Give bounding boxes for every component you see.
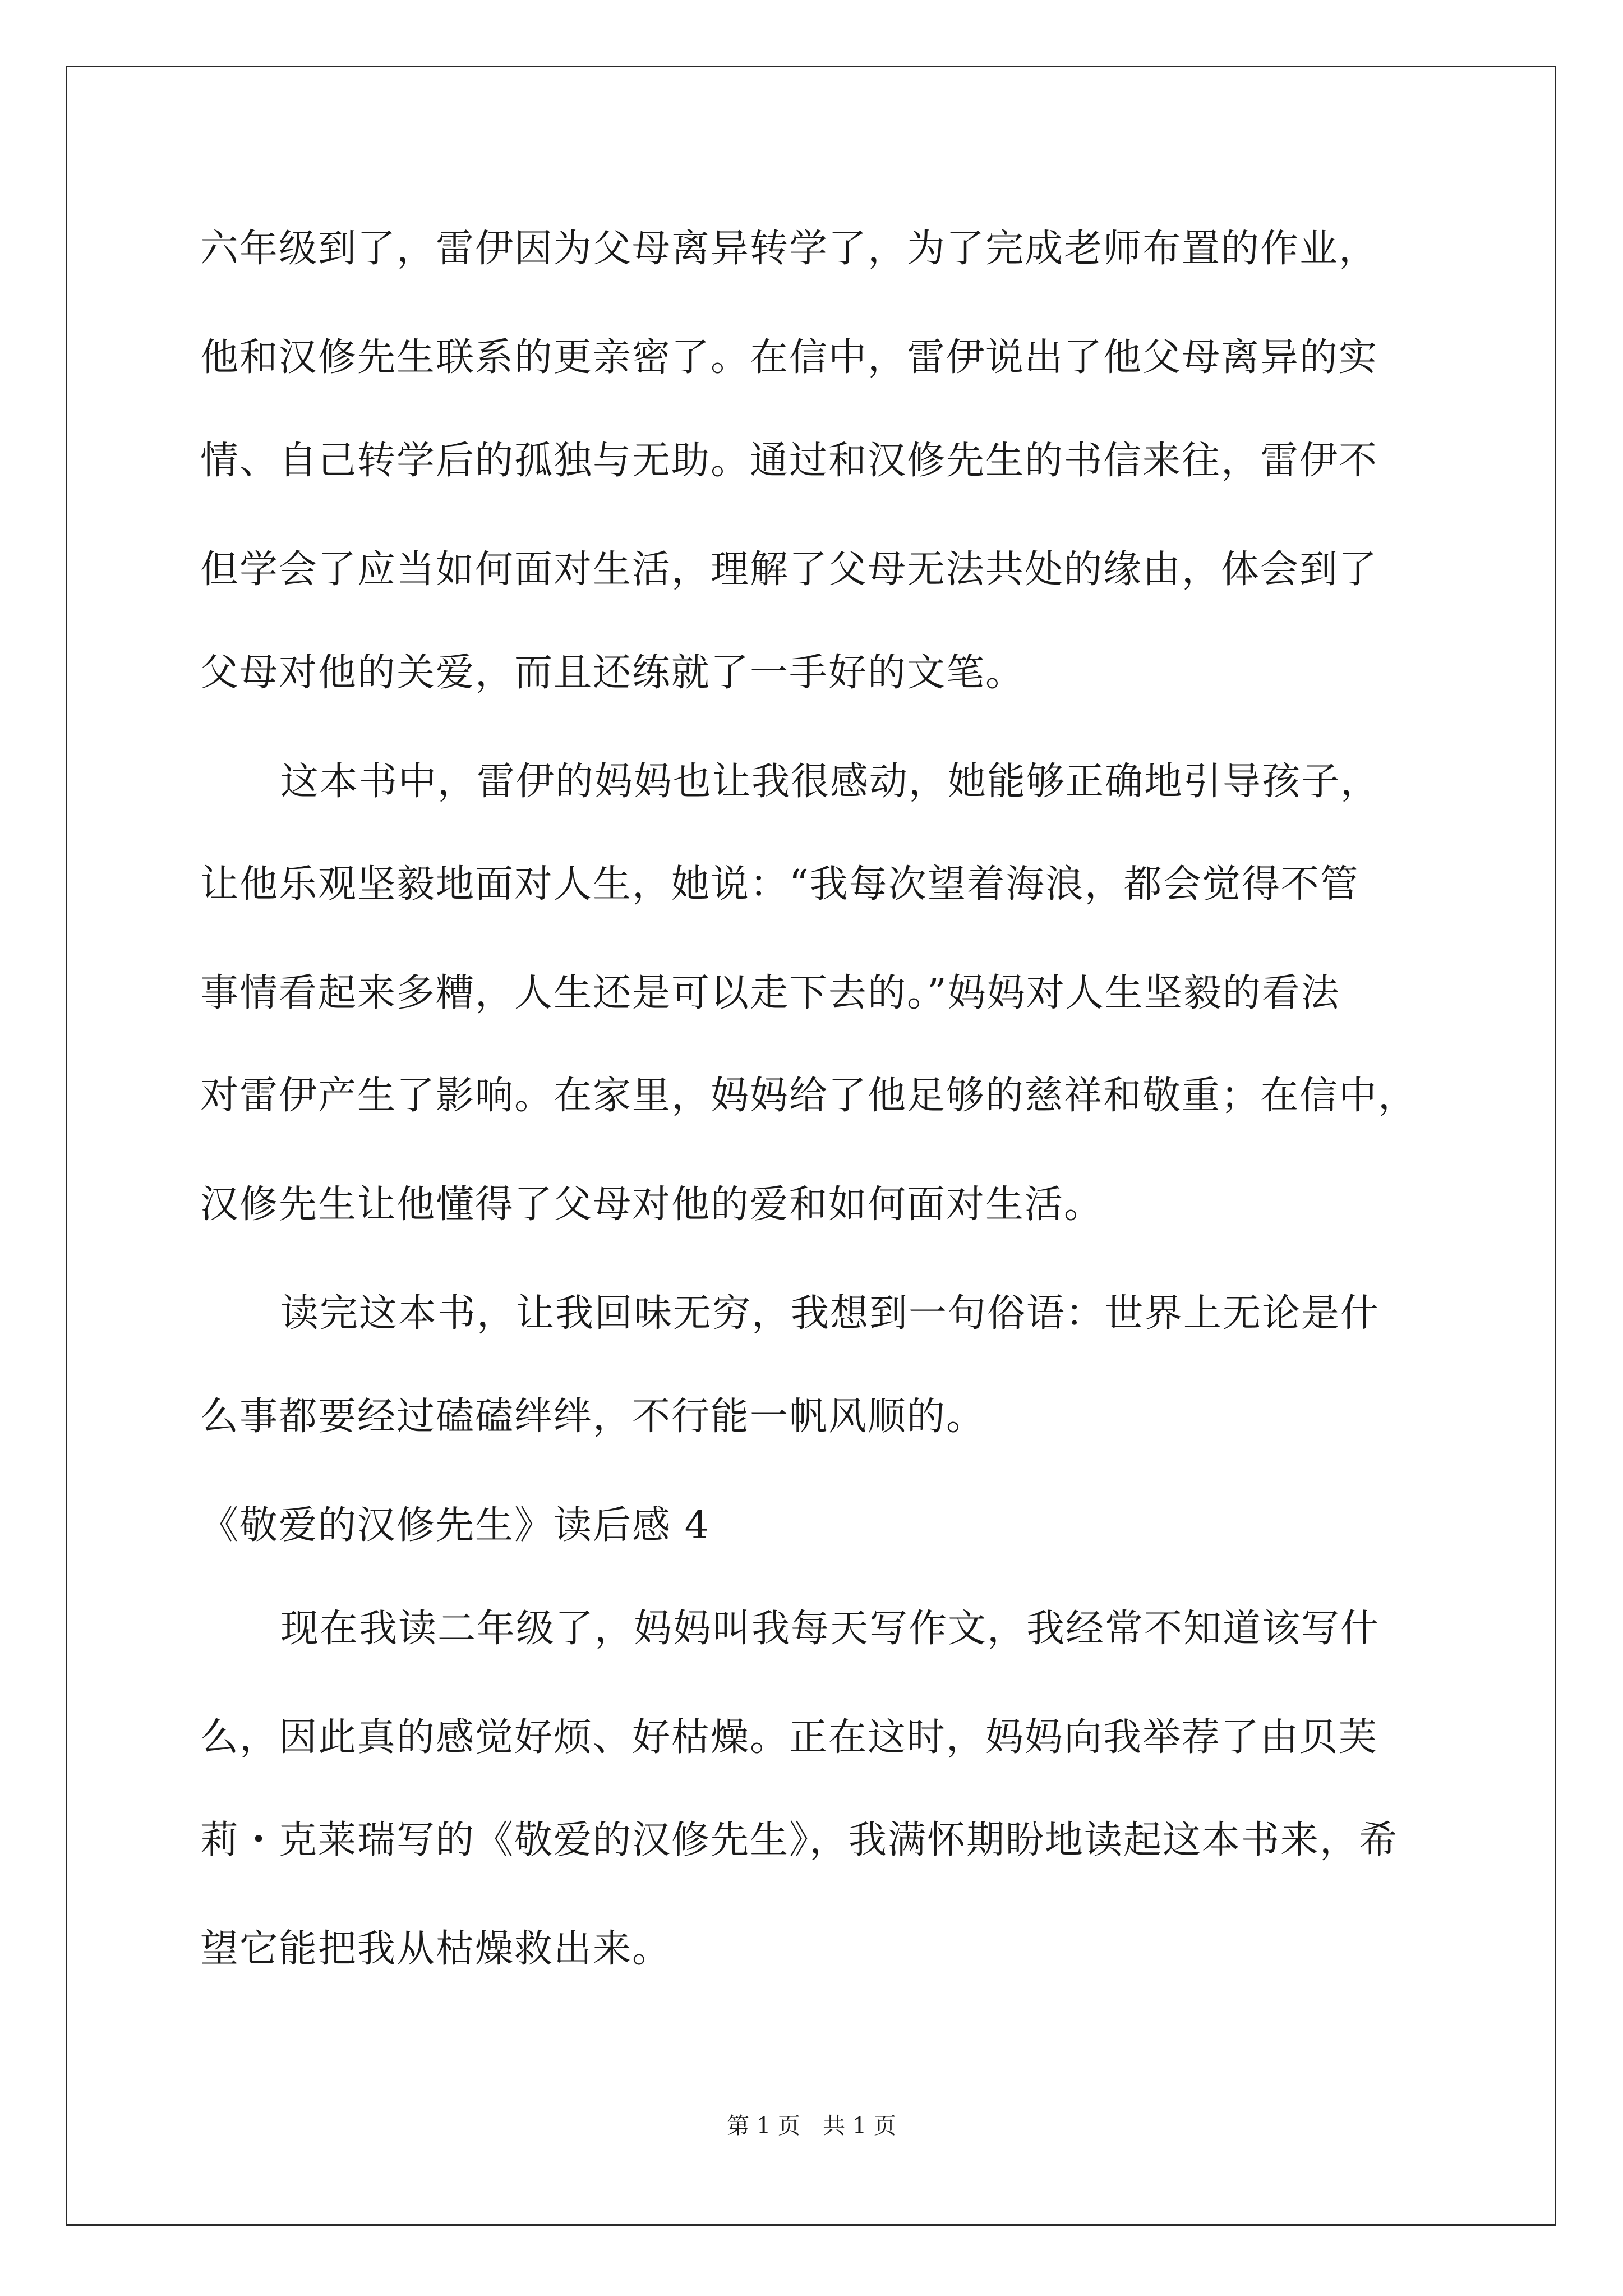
text-line: 事情看起来多糟，人生还是可以走下去的。”妈妈对人生坚毅的看法 [200, 971, 1340, 1015]
text-line: 六年级到了，雷伊因为父母离异转学了，为了完成老师布置的作业， [200, 227, 1378, 271]
text-line: 么，因此真的感觉好烦、好枯燥。正在这时，妈妈向我举荐了由贝芙 [200, 1715, 1378, 1760]
text-line: 让他乐观坚毅地面对人生，她说：“我每次望着海浪，都会觉得不管 [200, 862, 1359, 907]
text-line: 汉修先生让他懂得了父母对他的爱和如何面对生活。 [200, 1182, 1104, 1227]
text-line: 情、自己转学后的孤独与无助。通过和汉修先生的书信来往，雷伊不 [200, 439, 1378, 483]
page-number-footer: 第 1 页 共 1 页 [727, 2113, 896, 2139]
paragraph-start-line: 现在我读二年级了，妈妈叫我每天写作文，我经常不知道该写什 [280, 1607, 1380, 1651]
text-line: 父母对他的关爱，而且还练就了一手好的文笔。 [200, 651, 1025, 695]
paragraph-start-line: 这本书中，雷伊的妈妈也让我很感动，她能够正确地引导孩子， [280, 760, 1380, 804]
text-line: 望它能把我从枯燥救出来。 [200, 1927, 672, 1971]
text-line: 对雷伊产生了影响。在家里，妈妈给了他足够的慈祥和敬重；在信中， [200, 1074, 1418, 1118]
section-heading: 《敬爱的汉修先生》读后感 4 [200, 1503, 710, 1548]
page-border [66, 66, 1556, 2226]
text-line: 他和汉修先生联系的更亲密了。在信中，雷伊说出了他父母离异的实 [200, 335, 1378, 380]
text-line: 莉・克莱瑞写的《敬爱的汉修先生》，我满怀期盼地读起这本书来，希 [200, 1818, 1399, 1862]
text-line: 么事都要经过磕磕绊绊，不行能一帆风顺的。 [200, 1395, 986, 1439]
paragraph-start-line: 读完这本书，让我回味无穷，我想到一句俗语：世界上无论是什 [280, 1291, 1380, 1336]
text-line: 但学会了应当如何面对生活，理解了父母无法共处的缘由，体会到了 [200, 547, 1378, 592]
